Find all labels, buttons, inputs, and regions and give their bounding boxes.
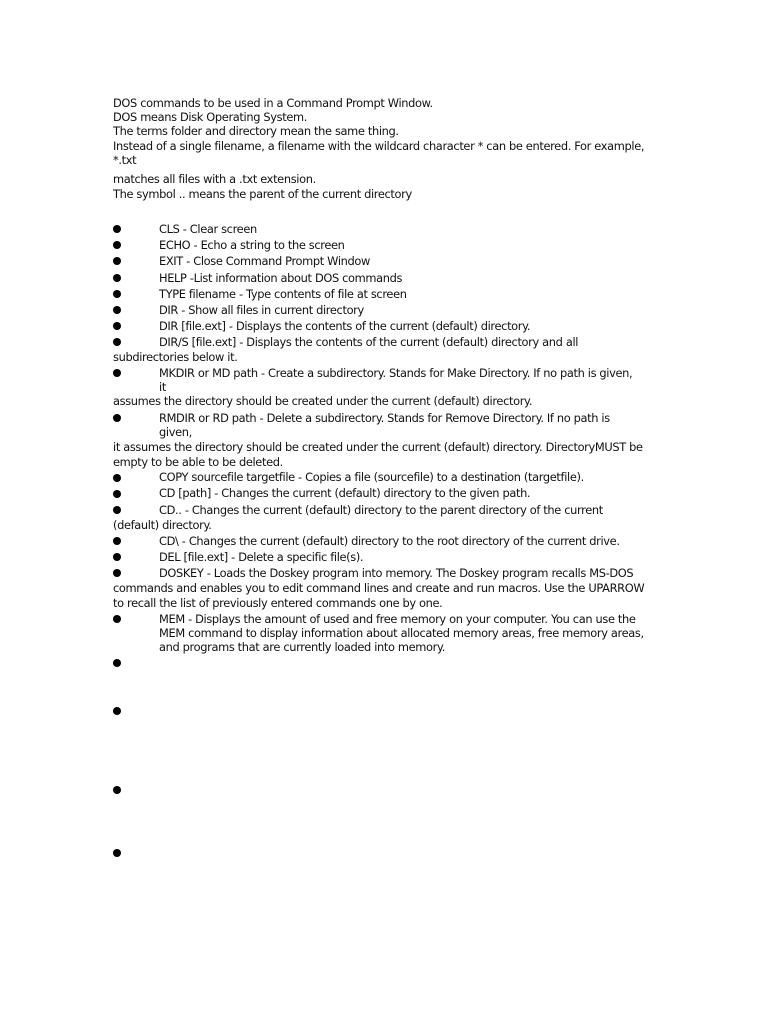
item-mem-line-2: MEM command to display information about allocated memory areas, free memory areas, <box>159 626 644 640</box>
item-doskey-line-1: DOSKEY - Loads the Doskey program into memory. The Doskey program recalls MS-DOS <box>159 566 634 580</box>
item-mkdir-line-2: it <box>159 380 166 394</box>
item-cd-parent-line-1: CD.. - Changes the current (default) directory to the parent directory of the current <box>159 503 603 517</box>
item-rmdir-line-1: RMDIR or RD path - Delete a subdirectory. Stands for Remove Directory. If no path is <box>159 411 610 425</box>
intro-line-1: DOS commands to be used in a Command Prompt Window. <box>113 96 433 110</box>
item-dirs-line-1: DIR/S [file.ext] - Displays the contents of the current (default) directory and all <box>159 335 579 349</box>
bullet-icon <box>113 506 121 514</box>
item-mem-line-3: and programs that are currently loaded into memory. <box>159 640 446 654</box>
empty-bullet-icon <box>113 659 121 667</box>
intro-line-5: *.txt <box>113 153 137 167</box>
item-doskey-line-3: to recall the list of previously entered commands one by one. <box>113 596 443 610</box>
intro-line-3: The terms folder and directory mean the same thing. <box>113 124 399 138</box>
item-rmdir-line-2: given, <box>159 425 192 439</box>
item-cls: CLS - Clear screen <box>159 222 257 236</box>
bullet-icon <box>113 474 121 482</box>
item-echo: ECHO - Echo a string to the screen <box>159 238 345 252</box>
intro-line-4: Instead of a single filename, a filename with the wildcard character * can be entered. For example, <box>113 139 645 153</box>
item-type: TYPE filename - Type contents of file at screen <box>159 287 407 301</box>
bullet-icon <box>113 569 121 577</box>
bullet-icon <box>113 414 121 422</box>
item-doskey-line-2: commands and enables you to edit command lines and create and run macros. Use the UPARROW <box>113 581 645 595</box>
item-exit: EXIT - Close Command Prompt Window <box>159 254 370 268</box>
item-dir: DIR - Show all files in current directory <box>159 303 364 317</box>
item-rmdir-line-4: empty to be able to be deleted. <box>113 455 283 469</box>
bullet-icon <box>113 257 121 265</box>
bullet-icon <box>113 369 121 377</box>
item-rmdir-line-3: it assumes the directory should be created under the current (default) directory. DirectoryMUST be <box>113 440 643 454</box>
item-help: HELP -List information about DOS commands <box>159 271 403 285</box>
item-cd-root: CD\ - Changes the current (default) directory to the root directory of the current drive. <box>159 534 620 548</box>
empty-bullet-icon <box>113 707 121 715</box>
bullet-icon <box>113 322 121 330</box>
empty-bullet-icon <box>113 849 121 857</box>
bullet-icon <box>113 274 121 282</box>
intro-line-2: DOS means Disk Operating System. <box>113 110 307 124</box>
bullet-icon <box>113 537 121 545</box>
item-mem-line-1: MEM - Displays the amount of used and free memory on your computer. You can use the <box>159 612 636 626</box>
empty-bullet-icon <box>113 786 121 794</box>
bullet-icon <box>113 615 121 623</box>
item-dir-file: DIR [file.ext] - Displays the contents of the current (default) directory. <box>159 319 531 333</box>
item-copy: COPY sourcefile targetfile - Copies a file (sourcefile) to a destination (targetfile). <box>159 470 584 484</box>
intro-line-7: The symbol .. means the parent of the current directory <box>113 187 412 201</box>
item-dirs-line-2: subdirectories below it. <box>113 350 238 364</box>
item-del: DEL [file.ext] - Delete a specific file(s). <box>159 550 364 564</box>
bullet-icon <box>113 290 121 298</box>
intro-line-6: matches all files with a .txt extension. <box>113 172 316 186</box>
item-cd-path: CD [path] - Changes the current (default) directory to the given path. <box>159 486 531 500</box>
item-cd-parent-line-2: (default) directory. <box>113 518 212 532</box>
bullet-icon <box>113 553 121 561</box>
item-mkdir-line-3: assumes the directory should be created under the current (default) directory. <box>113 394 533 408</box>
bullet-icon <box>113 338 121 346</box>
item-mkdir-line-1: MKDIR or MD path - Create a subdirectory. Stands for Make Directory. If no path is given, <box>159 366 633 380</box>
bullet-icon <box>113 225 121 233</box>
bullet-icon <box>113 241 121 249</box>
bullet-icon <box>113 306 121 314</box>
bullet-icon <box>113 490 121 498</box>
